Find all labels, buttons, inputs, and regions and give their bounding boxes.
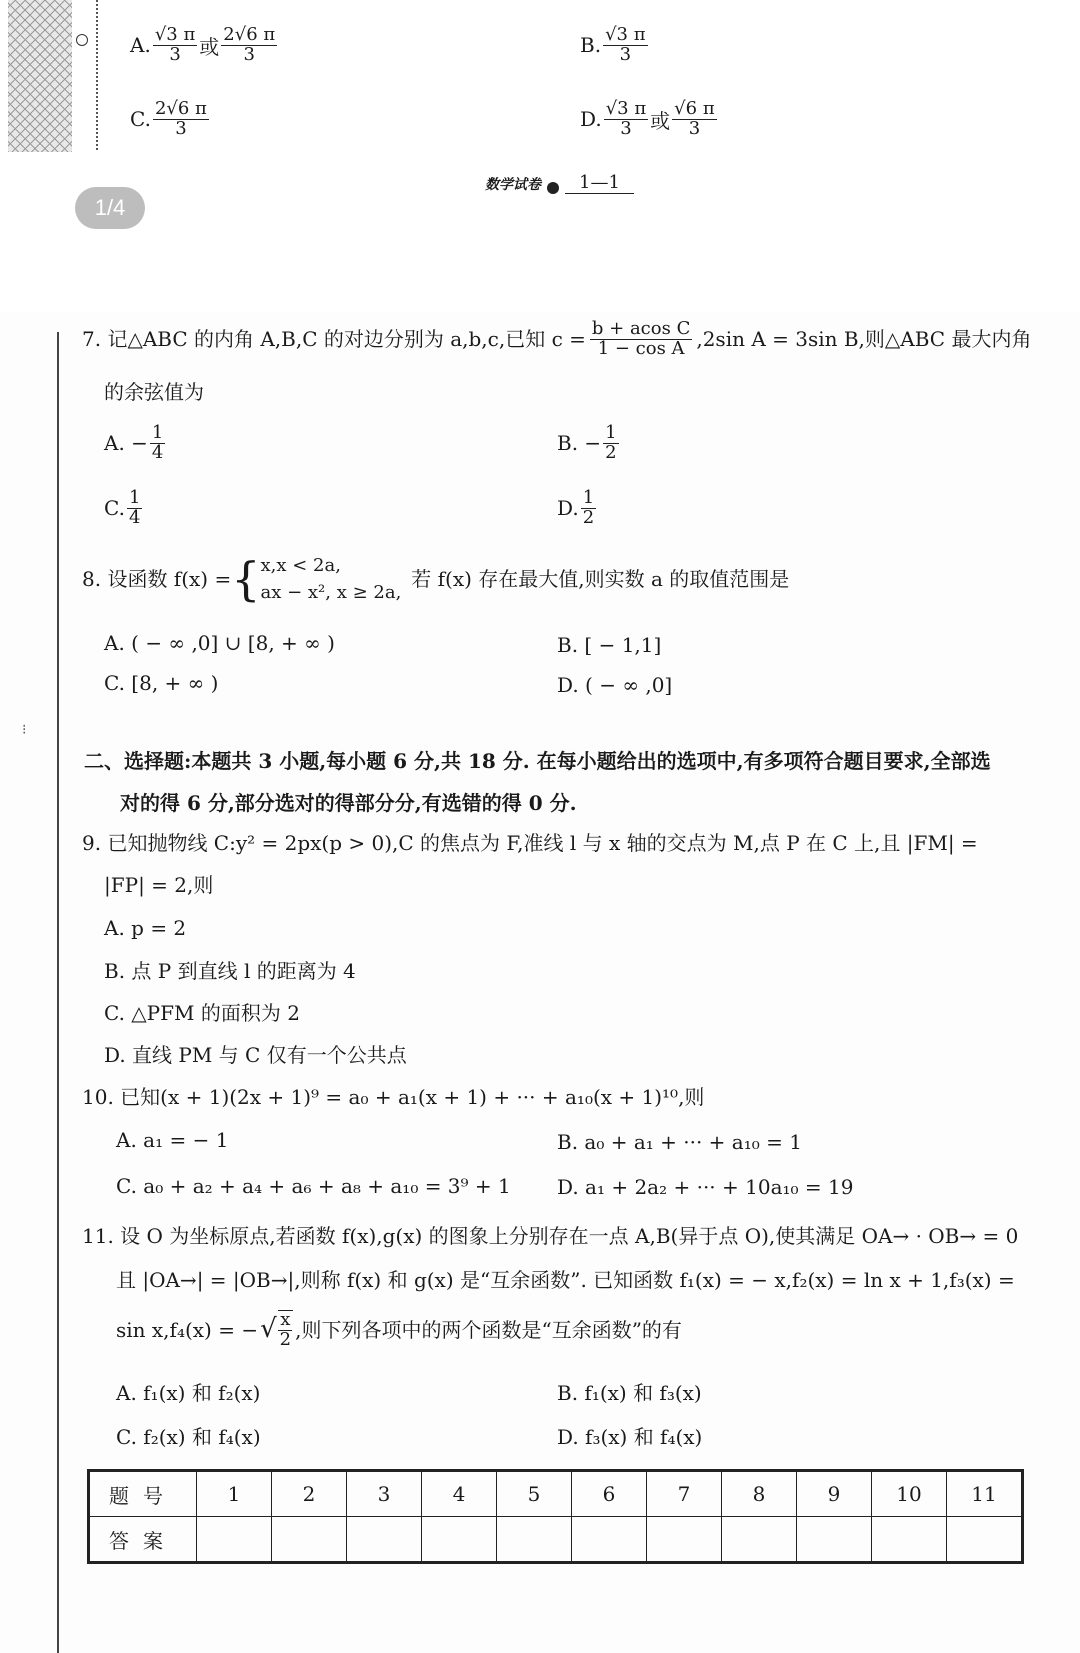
sqrt-icon: √ bbox=[260, 1313, 277, 1344]
denominator: 3 bbox=[620, 117, 632, 139]
table-cell: 3 bbox=[347, 1471, 422, 1517]
fraction bbox=[221, 26, 277, 65]
denominator: 3 bbox=[619, 43, 632, 65]
numerator: 2√6 π bbox=[154, 98, 207, 119]
or-text: 或 bbox=[199, 34, 220, 59]
piecewise-cases bbox=[260, 552, 401, 606]
option-label: D. bbox=[580, 107, 602, 132]
q11-line3-tail: ,则下列各项中的两个函数是“互余函数”的有 bbox=[295, 1317, 682, 1342]
table-header-number: 题号 bbox=[89, 1471, 197, 1517]
option-label: B. − bbox=[557, 431, 602, 456]
numerator: 2√6 π bbox=[223, 24, 276, 45]
denominator: 2 bbox=[279, 1328, 292, 1350]
denominator: 2 bbox=[605, 441, 617, 463]
table-cell: 8 bbox=[722, 1471, 797, 1517]
q11-stem-line3 bbox=[116, 1310, 682, 1350]
table-row bbox=[89, 1517, 1023, 1563]
numerator: 1 bbox=[151, 422, 164, 443]
answer-cell[interactable] bbox=[197, 1517, 272, 1563]
q8-option-c: C. [8, + ∞ ) bbox=[104, 671, 219, 695]
q11-stem-line2: 且 |OA→| = |OB→|,则称 f(x) 和 g(x) 是“互余函数”. 已知函数 f₁(x) = − x,f₂(x) = ln x + 1,f₃(x) = bbox=[116, 1268, 1015, 1292]
q11-option-d: D. f₃(x) 和 f₄(x) bbox=[557, 1425, 703, 1449]
footer-dot-icon bbox=[547, 182, 559, 194]
answer-cell[interactable] bbox=[272, 1517, 347, 1563]
q11-stem: 11. 设 O 为坐标原点,若函数 f(x),g(x) 的图象上分别存在一点 A,B(异于点 O),使其满足 OA→ · OB→ = 0 bbox=[82, 1224, 1019, 1248]
q11-option-b: B. f₁(x) 和 f₃(x) bbox=[557, 1381, 702, 1405]
fraction bbox=[153, 26, 197, 65]
table-cell: 1 bbox=[197, 1471, 272, 1517]
option-label: C. bbox=[130, 107, 151, 132]
binding-hatch bbox=[8, 0, 72, 152]
table-cell: 10 bbox=[872, 1471, 947, 1517]
q7-option-b bbox=[557, 424, 621, 463]
binding-dashed-line bbox=[96, 0, 98, 150]
numerator: x bbox=[280, 1309, 291, 1330]
q10-option-d: D. a₁ + 2a₂ + ··· + 10a₁₀ = 19 bbox=[557, 1175, 854, 1199]
numerator: 1 bbox=[605, 422, 617, 443]
denominator: 4 bbox=[151, 441, 164, 463]
answer-cell[interactable] bbox=[422, 1517, 497, 1563]
q8-option-b: B. [ − 1,1] bbox=[557, 633, 662, 657]
q9-option-a: A. p = 2 bbox=[104, 916, 187, 940]
q9-stem-line2: |FP| = 2,则 bbox=[104, 873, 214, 897]
q8-stem bbox=[82, 552, 789, 606]
q8-option-d: D. ( − ∞ ,0] bbox=[557, 673, 673, 697]
answer-table bbox=[87, 1469, 1024, 1564]
fraction bbox=[603, 26, 647, 65]
numerator: √3 π bbox=[605, 98, 647, 119]
table-header-answer: 答案 bbox=[89, 1517, 197, 1563]
section-heading: 二、选择题:本题共 3 小题,每小题 6 分,共 18 分. 在每小题给出的选项中,有多项符合题目要求,全部选 bbox=[84, 749, 991, 773]
answer-cell[interactable] bbox=[647, 1517, 722, 1563]
q7-option-a bbox=[104, 424, 167, 463]
answer-cell[interactable] bbox=[347, 1517, 422, 1563]
denominator: 3 bbox=[169, 43, 181, 65]
table-cell: 7 bbox=[647, 1471, 722, 1517]
fraction bbox=[278, 1310, 293, 1350]
fraction bbox=[603, 424, 618, 463]
case-1: x,x < 2a, bbox=[260, 555, 341, 576]
binding-hole-icon bbox=[76, 34, 88, 46]
q7-stem bbox=[82, 320, 1031, 359]
table-cell: 9 bbox=[797, 1471, 872, 1517]
or-text: 或 bbox=[650, 108, 671, 133]
q8-tail: 若 f(x) 存在最大值,则实数 a 的取值范围是 bbox=[411, 567, 790, 591]
answer-cell[interactable] bbox=[497, 1517, 572, 1563]
answer-cell[interactable] bbox=[722, 1517, 797, 1563]
denominator: 2 bbox=[582, 506, 595, 528]
numerator: 1 bbox=[128, 487, 141, 508]
table-cell: 5 bbox=[497, 1471, 572, 1517]
table-row bbox=[89, 1471, 1023, 1517]
table-cell: 6 bbox=[572, 1471, 647, 1517]
denominator: 3 bbox=[688, 117, 701, 139]
q6-option-b bbox=[580, 26, 650, 65]
q7-option-d bbox=[557, 489, 598, 528]
q11-option-a: A. f₁(x) 和 f₂(x) bbox=[116, 1381, 261, 1405]
answer-cell[interactable] bbox=[797, 1517, 872, 1563]
section-heading-line2: 对的得 6 分,部分选对的得部分分,有选错的得 0 分. bbox=[120, 791, 577, 815]
q7-lead: 7. 记△ABC 的内角 A,B,C 的对边分别为 a,b,c,已知 c = bbox=[82, 327, 586, 352]
brace-icon: { bbox=[231, 552, 261, 606]
case-2: ax − x², x ≥ 2a, bbox=[260, 582, 402, 603]
option-label: A. bbox=[130, 33, 151, 58]
answer-cell[interactable] bbox=[872, 1517, 947, 1563]
footer-page-number: 1—1 bbox=[565, 172, 634, 194]
option-label: A. − bbox=[104, 431, 148, 456]
q10-option-a: A. a₁ = − 1 bbox=[116, 1128, 229, 1152]
numerator: √6 π bbox=[674, 98, 715, 119]
option-label: B. bbox=[580, 33, 602, 58]
q6-option-c bbox=[130, 100, 211, 139]
q7-stem-line2: 的余弦值为 bbox=[104, 380, 204, 404]
footer-label: 数学试卷 bbox=[485, 177, 541, 193]
fraction bbox=[153, 100, 209, 139]
denominator: 3 bbox=[243, 43, 255, 65]
q7-tail: ,2sin A = 3sin B,则△ABC 最大内角 bbox=[696, 327, 1032, 352]
numerator: √3 π bbox=[605, 24, 646, 45]
denominator: 4 bbox=[128, 506, 141, 528]
fraction bbox=[590, 320, 692, 359]
previous-page-fragment bbox=[0, 0, 1080, 300]
q6-option-a bbox=[130, 26, 279, 65]
q11-line3-lead: sin x,f₄(x) = − bbox=[116, 1317, 259, 1342]
margin-line bbox=[57, 332, 59, 1653]
answer-cell[interactable] bbox=[947, 1517, 1023, 1563]
table-cell: 11 bbox=[947, 1471, 1023, 1517]
q8-lead: 8. 设函数 f(x) = bbox=[82, 567, 232, 591]
option-label: C. bbox=[104, 496, 125, 521]
fraction bbox=[150, 424, 165, 463]
page-footer bbox=[485, 172, 634, 194]
q9-option-b: B. 点 P 到直线 l 的距离为 4 bbox=[104, 959, 356, 983]
q9-stem: 9. 已知抛物线 C:y² = 2px(p > 0),C 的焦点为 F,准线 l 与 x 轴的交点为 M,点 P 在 C 上,且 |FM| = bbox=[82, 831, 978, 855]
fraction bbox=[127, 489, 142, 528]
fraction bbox=[604, 100, 648, 139]
q10-stem: 10. 已知(x + 1)(2x + 1)⁹ = a₀ + a₁(x + 1) + ··· + a₁₀(x + 1)¹⁰,则 bbox=[82, 1085, 705, 1109]
fraction bbox=[581, 489, 596, 528]
answer-cell[interactable] bbox=[572, 1517, 647, 1563]
q10-option-c: C. a₀ + a₂ + a₄ + a₆ + a₈ + a₁₀ = 3⁹ + 1 bbox=[116, 1174, 511, 1198]
q7-option-c bbox=[104, 489, 144, 528]
q9-option-d: D. 直线 PM 与 C 仅有一个公共点 bbox=[104, 1043, 407, 1067]
exam-page bbox=[0, 312, 1080, 1653]
numerator: b + acos C bbox=[591, 318, 691, 339]
q6-option-d bbox=[580, 100, 719, 139]
numerator: 1 bbox=[582, 487, 595, 508]
margin-mark: ⁝ bbox=[22, 722, 27, 738]
q8-option-a: A. ( − ∞ ,0] ∪ [8, + ∞ ) bbox=[104, 631, 335, 655]
q10-option-b: B. a₀ + a₁ + ··· + a₁₀ = 1 bbox=[557, 1130, 802, 1154]
numerator: √3 π bbox=[154, 24, 196, 45]
q11-option-c: C. f₂(x) 和 f₄(x) bbox=[116, 1425, 261, 1449]
table-cell: 4 bbox=[422, 1471, 497, 1517]
table-cell: 2 bbox=[272, 1471, 347, 1517]
option-label: D. bbox=[557, 496, 579, 521]
q9-option-c: C. △PFM 的面积为 2 bbox=[104, 1001, 300, 1025]
denominator: 3 bbox=[175, 117, 187, 139]
page-indicator-badge[interactable]: 1/4 bbox=[75, 187, 145, 229]
fraction bbox=[672, 100, 716, 139]
denominator: 1 − cos A bbox=[597, 337, 685, 359]
